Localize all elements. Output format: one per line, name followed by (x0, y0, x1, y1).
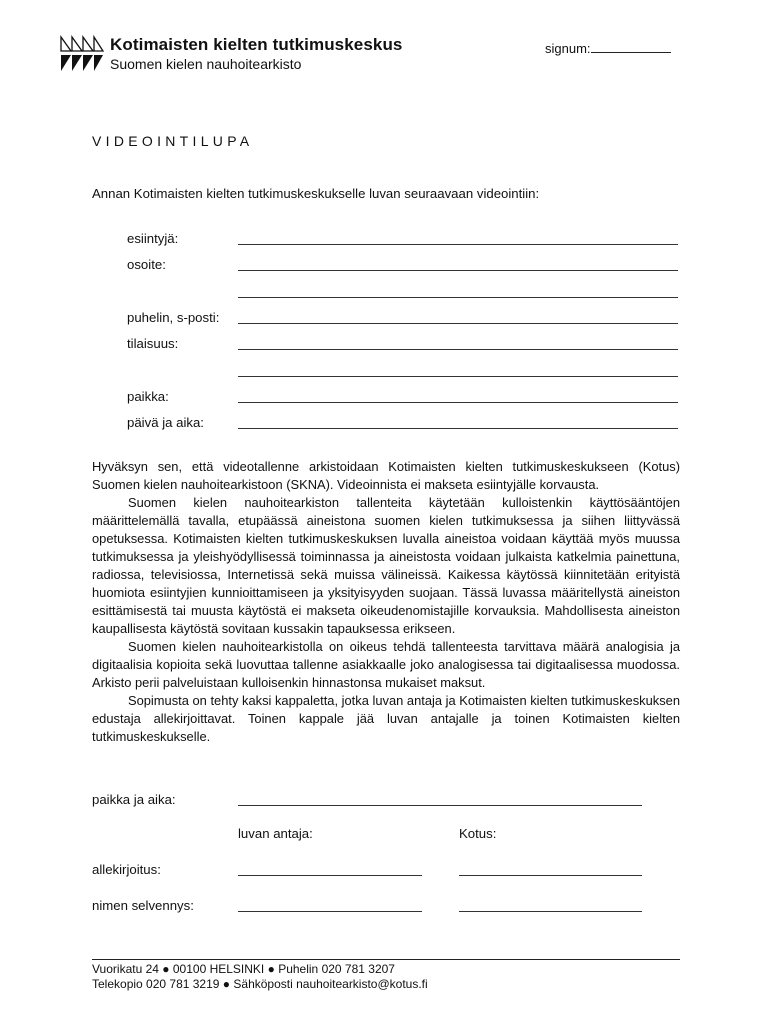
terms-paragraph-1: Hyväksyn sen, että videotallenne arkistoidaan Kotimaisten kielten tutkimuskeskukseen (Kotus) Suomen kielen nauhoitearkistoon (SKNA). Videoinnista ei makseta esiintyjälle korvausta. (92, 459, 680, 492)
footer-email: Sähköposti nauhoitearkisto@kotus.fi (233, 977, 428, 991)
label-puhelin: puhelin, s-posti: (127, 310, 220, 325)
kotus-logo-icon (60, 35, 104, 73)
footer-postcode: 00100 HELSINKI (172, 962, 265, 976)
footer-rule (92, 959, 680, 960)
page-title: VIDEOINTILUPA (92, 133, 254, 149)
footer-line-1 (92, 962, 395, 976)
bullet-icon: ● (222, 977, 231, 991)
label-allekirjoitus: allekirjoitus: (92, 862, 161, 877)
field-allekirjoitus-antaja[interactable] (238, 875, 422, 876)
terms-paragraph-3: Suomen kielen nauhoitearkistolla on oikeus tehdä tallenteesta tarvittava määrä analogisia ja digitaalisia kopioita sekä luovuttaa tallenne asiakkaalle joko analogisessa tai digitaalisessa muodossa. Arkisto perii palveluistaan kulloisenkin hinnastonsa mukaiset maksut. (92, 639, 680, 690)
terms-paragraph-4: Sopimusta on tehty kaksi kappaletta, jotka luvan antaja ja Kotimaisten kielten tutkimuskeskuksen edustaja allekirjoittavat. Toinen kappale jää luvan antajalle ja toinen Kotimaisten kielten tutkimuskeskukselle. (92, 693, 680, 744)
field-paikka-ja-aika[interactable] (238, 805, 642, 806)
intro-text: Annan Kotimaisten kielten tutkimuskeskukselle luvan seuraavaan videointiin: (92, 186, 540, 201)
label-tilaisuus: tilaisuus: (127, 336, 179, 351)
label-paikka-ja-aika: paikka ja aika: (92, 792, 176, 807)
field-tilaisuus-line2[interactable] (238, 376, 678, 377)
bullet-icon: ● (162, 962, 170, 976)
field-allekirjoitus-kotus[interactable] (459, 875, 642, 876)
terms-text (92, 458, 680, 746)
label-osoite: osoite: (127, 257, 166, 272)
field-nimen-selvennys-kotus[interactable] (459, 911, 642, 912)
field-osoite-line2[interactable] (238, 297, 678, 298)
bullet-icon: ● (267, 962, 275, 976)
footer-line-2 (92, 977, 428, 991)
signum-label: signum: (545, 41, 591, 56)
field-nimen-selvennys-antaja[interactable] (238, 911, 422, 912)
org-subtitle: Suomen kielen nauhoitearkisto (110, 56, 302, 72)
label-kotus: Kotus: (459, 826, 497, 841)
org-name: Kotimaisten kielten tutkimuskeskus (110, 35, 403, 54)
field-osoite[interactable] (238, 270, 678, 271)
label-paikka: paikka: (127, 389, 169, 404)
field-puhelin[interactable] (238, 323, 678, 324)
footer-address: Vuorikatu 24 (92, 962, 159, 976)
label-paiva-aika: päivä ja aika: (127, 415, 204, 430)
field-tilaisuus[interactable] (238, 349, 678, 350)
footer-phone: Puhelin 020 781 3207 (278, 962, 395, 976)
terms-paragraph-2: Suomen kielen nauhoitearkiston tallenteita käytetään kulloistenkin käyttösääntöjen määrittelemällä tavalla, etupäässä aineistona suomen kielen tutkimuksessa ja siihen liittyvässä opetuksessa. Kotimaisten kielten tutkimuskeskuksen luvalla aineistoa voidaan käyttää myös muussa tutkimuksessa ja yleishyödyllisessä toiminnassa ja aineistosta voidaan julkaista katkelmia painettuna, radiossa, televisiossa, Internetissä sekä muissa välineissä. Kaikessa käytössä kiinnitetään erityistä huomiota esiintyjien kunnioittamiseen ja yksityisyyden suojaan. Tässä luvassa määritellystä aineiston esittämisestä tai muusta käytöstä ei makseta oikeudenomistajille korvauksia. Mahdollisesta aineiston kaupallisesta käytöstä sovitaan kussakin tapauksessa erikseen. (92, 495, 680, 636)
label-esiintyja: esiintyjä: (127, 231, 179, 246)
field-esiintyja[interactable] (238, 244, 678, 245)
signum-field (545, 40, 671, 56)
field-paikka[interactable] (238, 402, 678, 403)
label-luvan-antaja: luvan antaja: (238, 826, 313, 841)
label-nimen-selvennys: nimen selvennys: (92, 898, 194, 913)
field-paiva-aika[interactable] (238, 428, 678, 429)
signum-line (591, 40, 671, 53)
footer-fax: Telekopio 020 781 3219 (92, 977, 220, 991)
